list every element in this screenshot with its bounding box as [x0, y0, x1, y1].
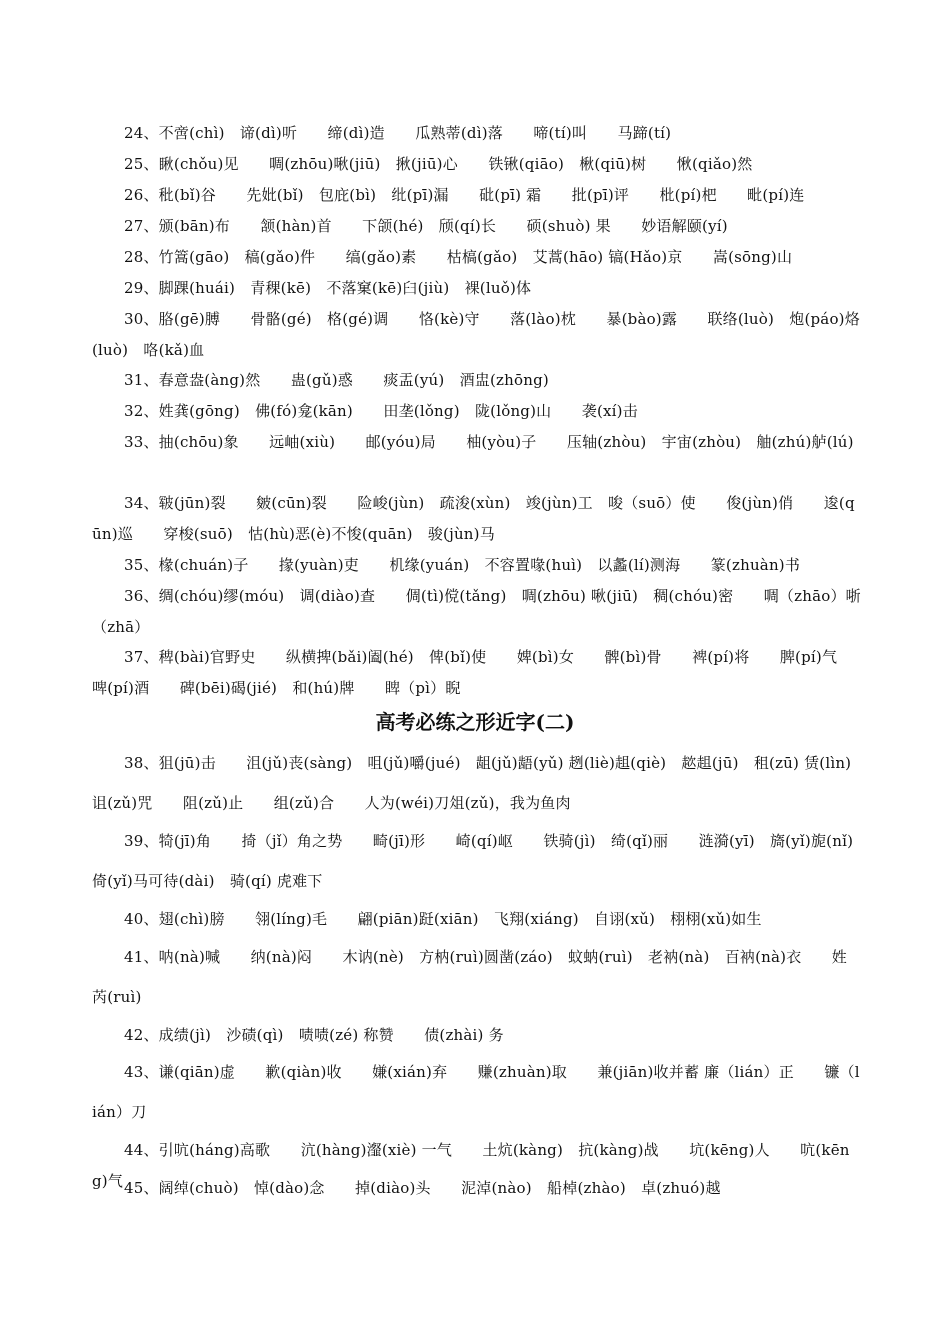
entry-26: 26、秕(bǐ)谷 先妣(bǐ) 包庇(bì) 纰(pī)漏 砒(pī) 霜 批(pī)评 枇(pí)杷 毗(pí)连 — [124, 186, 805, 204]
entry-39: 39、犄(jī)角 掎（jǐ）角之势 畸(jī)形 崎(qí)岖 铁骑(jì) 绮(qǐ)丽 涟漪(yī) 旖(yǐ)旎(nǐ) 倚(yǐ)马可待(dài) 骑(qí) 虎难下 — [92, 832, 869, 890]
entry-29: 29、脚踝(huái) 青稞(kē) 不落窠(kē)臼(jiù) 裸(luǒ)体 — [124, 279, 532, 297]
entry-28: 28、竹篙(gāo) 稿(gǎo)件 缟(gǎo)素 枯槁(gǎo) 艾蒿(hāo) 镐(Hǎo)京 嵩(sōng)山 — [124, 248, 793, 266]
entry-32: 32、姓龚(gōng) 佛(fó)龛(kān) 田垄(lǒng) 陇(lǒng)山 袭(xí)击 — [124, 402, 638, 420]
entry-25: 25、瞅(chǒu)见 啁(zhōu)啾(jiū) 揪(jiū)心 铁锹(qiāo) 楸(qiū)树 愀(qiǎo)然 — [124, 155, 753, 173]
entry-37: 37、稗(bài)官野史 纵横捭(bǎi)阖(hé) 俾(bǐ)使 婢(bì)女 髀(bì)骨 裨(pí)将 脾(pí)气 啤(pí)酒 碑(bēi)碣(jié) 和(hú)牌 睥（pì）睨 — [92, 648, 853, 697]
entry-43: 43、谦(qiān)虚 歉(qiàn)收 嫌(xián)弃 赚(zhuàn)取 兼(jiān)收并蓄 廉（lián）正 镰（lián）刀 — [92, 1063, 860, 1121]
entry-44: 44、引吭(háng)高歌 沆(hàng)瀣(xiè) 一气 土炕(kàng) 抗(kàng)战 坑(kēng)人 吭(kēng)气 — [92, 1141, 850, 1190]
entry-24: 24、不啻(chì) 谛(dì)听 缔(dì)造 瓜熟蒂(dì)落 啼(tí)叫 马蹄(tí) — [124, 124, 672, 142]
entry-42: 42、成绩(jì) 沙碛(qì) 啧啧(zé) 称赞 债(zhài) 务 — [124, 1026, 504, 1044]
entry-33: 33、抽(chōu)象 远岫(xiù) 邮(yóu)局 柚(yòu)子 压轴(zhòu) 宇宙(zhòu) 舳(zhú)舻(lú) — [124, 433, 854, 451]
entry-30: 30、胳(gē)膊 骨骼(gé) 格(gé)调 恪(kè)守 落(lào)枕 暴(bào)露 联络(luò) 炮(páo)烙(luò) 咯(kǎ)血 — [92, 310, 860, 359]
entry-31: 31、春意盎(àng)然 蛊(gǔ)惑 痰盂(yú) 酒盅(zhōng) — [124, 371, 549, 389]
entry-40: 40、翅(chì)膀 翎(líng)毛 翩(piān)跹(xiān) 飞翔(xiáng) 自诩(xǔ) 栩栩(xǔ)如生 — [124, 910, 762, 928]
entry-38: 38、狙(jū)击 沮(jǔ)丧(sàng) 咀(jǔ)嚼(jué) 龃(jǔ)龉(yǔ) 趔(liè)趄(qiè) 趑趄(jū) 租(zū) 赁(lìn) 诅(zǔ)咒 阻(zǔ)止 组(zǔ)合 人为(wéi)刀俎(zǔ)，我为鱼肉 — [92, 754, 867, 812]
section-title: 高考必练之形近字(二) — [375, 710, 575, 734]
entry-36: 36、绸(chóu)缪(móu) 调(diào)查 倜(tì)傥(tǎng) 啁(zhōu) 啾(jiū) 稠(chóu)密 啁（zhāo）哳（zhā） — [92, 587, 861, 636]
entry-35: 35、椽(chuán)子 掾(yuàn)吏 机缘(yuán) 不容置喙(huì) 以蠡(lí)测海 篆(zhuàn)书 — [124, 556, 801, 574]
entry-41: 41、呐(nà)喊 纳(nà)闷 木讷(nè) 方枘(ruì)圆凿(záo) 蚊蚋(ruì) 老衲(nà) 百衲(nà)衣 姓芮(ruì) — [92, 948, 848, 1006]
entry-45: 45、阔绰(chuò) 悼(dào)念 掉(diào)头 泥淖(nào) 船棹(zhào) 卓(zhuó)越 — [124, 1179, 721, 1197]
entry-27: 27、颁(bān)布 颔(hàn)首 下颌(hé) 颀(qí)长 硕(shuò) 果 妙语解颐(yí) — [124, 217, 728, 235]
entry-34: 34、皲(jūn)裂 皴(cūn)裂 险峻(jùn) 疏浚(xùn) 竣(jùn)工 唆（suō）使 俊(jùn)俏 逡(qūn)巡 穿梭(suō) 怙(hù)恶(è)不悛(quān) 骏(jùn)马 — [92, 494, 855, 543]
